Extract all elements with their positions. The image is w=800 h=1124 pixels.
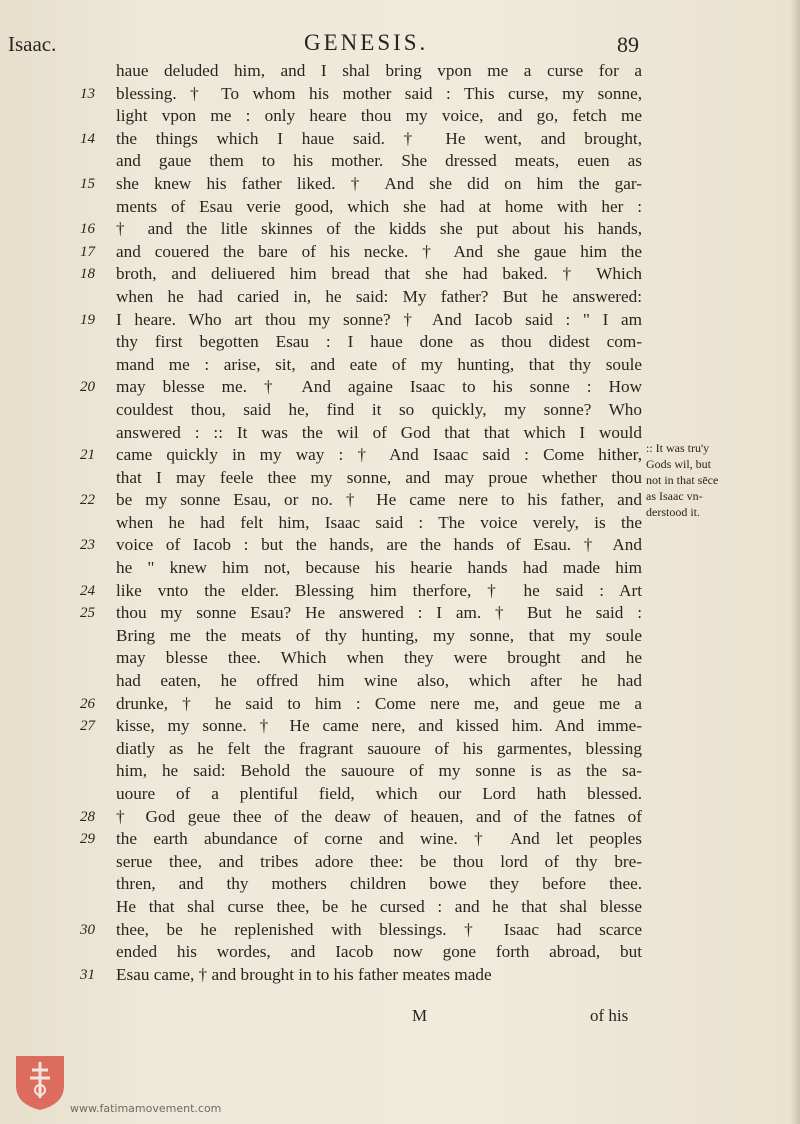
book-title: GENESIS. [304, 30, 429, 55]
line-text: ments of Esau verie good, which she had at home with her : [116, 196, 642, 216]
page-number: 89 [617, 32, 639, 57]
verse-number: 20 [80, 379, 95, 396]
line-text: thren, and thy mothers children bowe they before thee. [116, 874, 642, 894]
text-line [82, 873, 642, 896]
text-line [82, 580, 642, 603]
text-line [82, 331, 642, 354]
text-line [82, 83, 642, 106]
line-text: thou my sonne Esau? He answered : I am. † But he said : [116, 603, 642, 623]
line-text: that I may feele thee my sonne, and may proue whether thou [116, 467, 642, 487]
text-line [82, 760, 642, 783]
verse-number: 13 [80, 85, 95, 102]
line-text: kisse, my sonne. † He came nere, and kissed him. And imme- [116, 716, 642, 736]
text-line [82, 60, 642, 83]
text-line [82, 150, 642, 173]
seal-logo-icon [12, 1052, 68, 1112]
text-line [82, 263, 642, 286]
text-line [82, 489, 642, 512]
page-footer [82, 1006, 642, 1030]
line-text: answered : :: It was the wil of God that that which I would [116, 422, 642, 442]
line-text: when he had caried in, he said: My father? But he answered: [116, 286, 642, 306]
text-line [82, 241, 642, 264]
verse-number: 15 [80, 175, 95, 192]
line-text: † God geue thee of the deaw of heauen, and of the fatnes of [116, 806, 642, 826]
text-line [82, 647, 642, 670]
line-text: I heare. Who art thou my sonne? † And Iacob said : " I am [116, 309, 642, 329]
line-text: drunke, † he said to him : Come nere me, and geue me a [116, 693, 642, 713]
verse-number: 30 [80, 921, 95, 938]
line-text: when he had felt him, Isaac said : The voice verely, is the [116, 512, 642, 532]
text-line [82, 105, 642, 128]
text-line [82, 128, 642, 151]
line-text: He that shal curse thee, be he cursed : and he that shal blesse [116, 896, 642, 916]
text-line [82, 896, 642, 919]
running-head: Isaac. [8, 32, 57, 56]
marginal-note [646, 440, 758, 520]
verse-number: 19 [80, 311, 95, 328]
line-text: diatly as he felt the fragrant sauoure of his garmentes, blessing [116, 738, 642, 758]
text-line [82, 851, 642, 874]
line-text: the earth abundance of corne and wine. † And let peoples [116, 829, 642, 849]
line-text: haue deluded him, and I shal bring vpon me a curse for a [116, 61, 642, 80]
line-text: she knew his father liked. † And she did on him the gar- [116, 173, 642, 193]
text-line [82, 806, 642, 829]
text-line [82, 512, 642, 535]
line-text: may blesse thee. Which when they were brought and he [116, 648, 642, 668]
watermark-url: www.fatimamovement.com [70, 1102, 222, 1115]
line-text: † and the litle skinnes of the kidds she put about his hands, [116, 219, 642, 239]
text-line [82, 602, 642, 625]
line-text: broth, and deliuered him bread that she had baked. † Which [116, 264, 642, 284]
verse-number: 21 [80, 447, 95, 464]
text-line [82, 309, 642, 332]
watermark [8, 1052, 248, 1116]
catchword: of his [590, 1006, 629, 1025]
text-line [82, 286, 642, 309]
line-text: had eaten, he offred him wine also, which after he had [116, 671, 642, 691]
marginal-note-line: Gods wil, but [646, 457, 712, 471]
text-line [82, 444, 642, 467]
text-line [82, 625, 642, 648]
text-line [82, 354, 642, 377]
verse-number: 28 [80, 808, 95, 825]
line-text: be my sonne Esau, or no. † He came nere to his father, and [116, 490, 642, 510]
text-line [82, 715, 642, 738]
line-text: uoure of a plentiful field, which our Lord hath blessed. [116, 784, 642, 803]
line-text: couldest thou, said he, find it so quickly, my sonne? Who [116, 399, 642, 419]
text-line [82, 670, 642, 693]
text-line [82, 376, 642, 399]
line-text: him, he said: Behold the sauoure of my sonne is as the sa- [116, 761, 642, 781]
line-text: like vnto the elder. Blessing him therfore, † he said : Art [116, 580, 642, 600]
marginal-note-line: derstood it. [646, 505, 700, 519]
verse-number: 26 [80, 695, 95, 712]
text-line [82, 919, 642, 942]
scripture-text [82, 60, 642, 986]
signature-mark: M [412, 1006, 428, 1025]
line-text: may blesse me. † And againe Isaac to his sonne : How [116, 377, 642, 397]
line-text: mand me : arise, sit, and eate of my hunting, that thy soule [116, 354, 642, 374]
verse-number: 17 [80, 243, 95, 260]
verse-number: 31 [80, 966, 95, 983]
line-text: and gaue them to his mother. She dressed meats, euen as [116, 151, 642, 171]
text-line [82, 422, 642, 445]
verse-number: 24 [80, 582, 95, 599]
marginal-note-line: as Isaac vn- [646, 489, 703, 503]
line-text: the things which I haue said. † He went, and brought, [116, 128, 642, 148]
verse-number: 27 [80, 718, 95, 735]
text-line [82, 467, 642, 490]
text-line [82, 738, 642, 761]
line-text: he " knew him not, because his hearie hands had made him [116, 558, 642, 578]
line-text: thy first begotten Esau : I haue done as thou didest com- [116, 332, 642, 352]
line-text: Esau came, † and brought in to his father meates made [116, 964, 492, 984]
line-text: thee, be he replenished with blessings. † Isaac had scarce [116, 919, 642, 939]
verse-number: 23 [80, 537, 95, 554]
verse-number: 22 [80, 492, 95, 509]
line-text: came quickly in my way : † And Isaac said : Come hither, [116, 445, 642, 465]
text-line [82, 964, 642, 987]
line-text: Bring me the meats of thy hunting, my sonne, that my soule [116, 625, 642, 645]
text-line [82, 693, 642, 716]
marginal-note-line: not in that sēce [646, 473, 719, 487]
text-line [82, 557, 642, 580]
text-line [82, 196, 642, 219]
line-text: light vpon me : only heare thou my voice, and go, fetch me [116, 106, 642, 126]
line-text: and couered the bare of his necke. † And she gaue him the [116, 241, 642, 261]
text-line [82, 941, 642, 964]
verse-number: 25 [80, 605, 95, 622]
text-line [82, 399, 642, 422]
text-line [82, 218, 642, 241]
text-line [82, 173, 642, 196]
text-line [82, 783, 642, 806]
text-line [82, 828, 642, 851]
verse-number: 18 [80, 266, 95, 283]
line-text: voice of Iacob : but the hands, are the hands of Esau. † And [116, 535, 642, 555]
line-text: blessing. † To whom his mother said : This curse, my sonne, [116, 83, 642, 103]
text-line [82, 534, 642, 557]
verse-number: 14 [80, 130, 95, 147]
line-text: ended his wordes, and Iacob now gone forth abroad, but [116, 942, 642, 962]
line-text: serue thee, and tribes adore thee: be thou lord of thy bre- [116, 851, 642, 871]
verse-number: 16 [80, 221, 95, 238]
marginal-note-line: :: It was tru'y [646, 441, 710, 455]
verse-number: 29 [80, 831, 95, 848]
